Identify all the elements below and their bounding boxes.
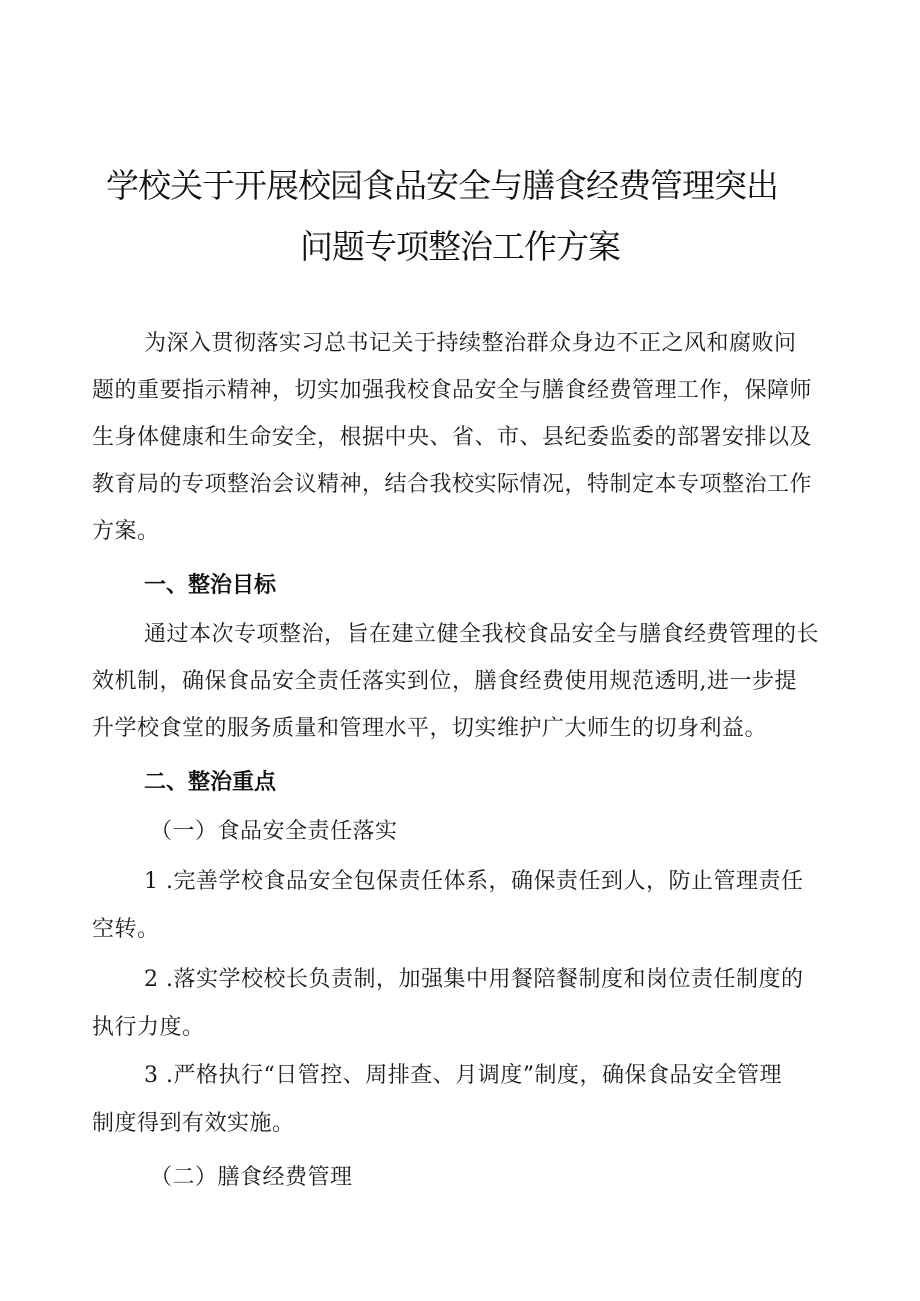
item-3-line-1: 3 .严格执行“日管控、周排查、月调度”制度，确保食品安全管理 — [144, 1063, 782, 1088]
intro-line-3: 生身体健康和生命安全，根据中央、省、市、县纪委监委的部署安排以及 — [92, 425, 813, 450]
document-title-line-1: 学校关于开展校园食品安全与膳食经费管理突出 — [106, 166, 778, 205]
section-1-line-2: 效机制，确保食品安全责任落实到位，膳食经费使用规范透明,进一步提 — [92, 669, 797, 694]
intro-line-2: 题的重要指示精神，切实加强我校食品安全与膳食经费管理工作，保障师 — [92, 378, 813, 403]
item-3-line-2: 制度得到有效实施。 — [92, 1111, 295, 1136]
item-2-line-2: 执行力度。 — [92, 1015, 205, 1040]
intro-line-4: 教育局的专项整治会议精神，结合我校实际情况，特制定本专项整治工作 — [92, 472, 813, 497]
section-1-line-1: 通过本次专项整治，旨在建立健全我校食品安全与膳食经费管理的长 — [144, 622, 820, 647]
section-1-line-3: 升学校食堂的服务质量和管理水平，切实维护广大师生的切身利益。 — [92, 716, 768, 741]
document-title-line-2: 问题专项整治工作方案 — [300, 227, 620, 266]
section-2-heading: 二、整治重点 — [144, 770, 277, 795]
subsection-1-heading: （一）食品安全责任落实 — [150, 819, 398, 844]
item-1-line-1: 1 .完善学校食品安全包保责任体系，确保责任到人，防止管理责任 — [144, 869, 804, 894]
section-1-heading: 一、整治目标 — [144, 573, 277, 598]
intro-line-5: 方案。 — [92, 519, 160, 544]
item-1-line-2: 空转。 — [92, 917, 160, 942]
subsection-2-heading: （二）膳食经费管理 — [150, 1165, 353, 1190]
intro-line-1: 为深入贯彻落实习总书记关于持续整治群众身边不正之风和腐败问 — [144, 331, 797, 356]
item-2-line-1: 2 .落实学校校长负责制，加强集中用餐陪餐制度和岗位责任制度的 — [144, 967, 804, 992]
